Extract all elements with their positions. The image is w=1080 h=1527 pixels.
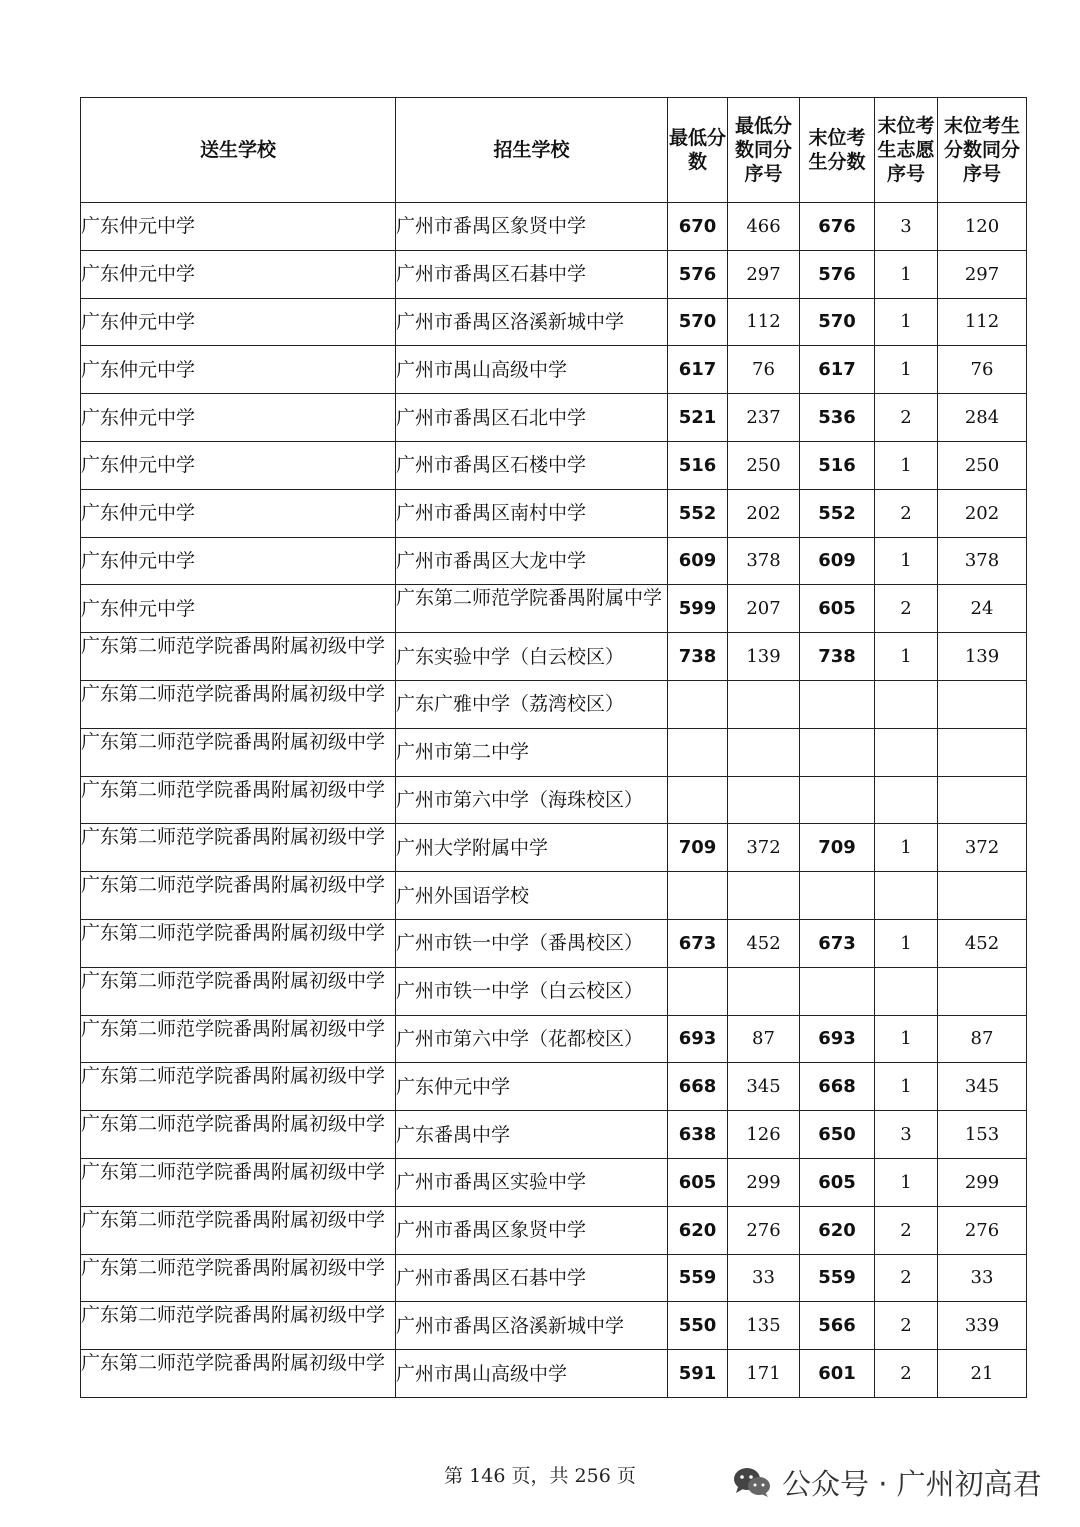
cell-last-student-choice-no: 2 <box>875 1302 938 1350</box>
cell-admitting-school: 广东广雅中学（荔湾校区） <box>396 680 668 728</box>
cell-last-student-score: 709 <box>800 824 875 872</box>
page-footer: 第 146 页，共 256 页 <box>444 1465 636 1487</box>
cell-last-student-score <box>800 967 875 1015</box>
table-row <box>81 680 1027 728</box>
cell-min-score-tie-rank: 139 <box>728 633 800 681</box>
cell-min-score: 521 <box>668 394 728 442</box>
cell-admitting-school: 广州市禺山高级中学 <box>396 1350 668 1398</box>
cell-last-student-choice-no: 3 <box>875 203 938 251</box>
cell-min-score <box>668 680 728 728</box>
table-row <box>81 537 1027 585</box>
cell-admitting-school: 广州市番禺区石碁中学 <box>396 250 668 298</box>
wechat-watermark <box>732 1462 1042 1503</box>
cell-admitting-school: 广州市番禺区洛溪新城中学 <box>396 1302 668 1350</box>
cell-admitting-school: 广州市番禺区石楼中学 <box>396 441 668 489</box>
cell-sending-school: 广东第二师范学院番禺附属初级中学 <box>81 776 396 824</box>
cell-min-score-tie-rank: 171 <box>728 1350 800 1398</box>
cell-last-student-tie-rank: 250 <box>938 441 1027 489</box>
table-row <box>81 1158 1027 1206</box>
cell-last-student-tie-rank <box>938 728 1027 776</box>
cell-sending-school: 广东第二师范学院番禺附属初级中学 <box>81 919 396 967</box>
cell-last-student-tie-rank <box>938 872 1027 920</box>
cell-sending-school: 广东第二师范学院番禺附属初级中学 <box>81 1302 396 1350</box>
cell-admitting-school: 广州市番禺区南村中学 <box>396 489 668 537</box>
header-admitting-school: 招生学校 <box>396 98 668 203</box>
cell-min-score-tie-rank: 135 <box>728 1302 800 1350</box>
cell-last-student-score: 609 <box>800 537 875 585</box>
cell-min-score: 620 <box>668 1206 728 1254</box>
cell-last-student-score: 601 <box>800 1350 875 1398</box>
cell-min-score-tie-rank: 202 <box>728 489 800 537</box>
table-row <box>81 776 1027 824</box>
cell-sending-school: 广东第二师范学院番禺附属初级中学 <box>81 728 396 776</box>
table-row <box>81 1015 1027 1063</box>
cell-last-student-score: 668 <box>800 1063 875 1111</box>
cell-min-score: 617 <box>668 346 728 394</box>
cell-last-student-score: 676 <box>800 203 875 251</box>
wechat-icon <box>732 1466 772 1500</box>
cell-last-student-tie-rank: 76 <box>938 346 1027 394</box>
cell-last-student-score <box>800 728 875 776</box>
cell-last-student-choice-no <box>875 680 938 728</box>
cell-min-score: 738 <box>668 633 728 681</box>
cell-last-student-tie-rank: 33 <box>938 1254 1027 1302</box>
cell-admitting-school: 广州市第二中学 <box>396 728 668 776</box>
cell-last-student-tie-rank <box>938 776 1027 824</box>
table-row <box>81 250 1027 298</box>
cell-admitting-school: 广州外国语学校 <box>396 872 668 920</box>
cell-last-student-choice-no: 1 <box>875 441 938 489</box>
cell-admitting-school: 广州市番禺区象贤中学 <box>396 1206 668 1254</box>
table-row <box>81 967 1027 1015</box>
cell-min-score <box>668 776 728 824</box>
cell-last-student-choice-no: 1 <box>875 919 938 967</box>
cell-admitting-school: 广州市番禺区石北中学 <box>396 394 668 442</box>
cell-admitting-school: 广州市番禺区石碁中学 <box>396 1254 668 1302</box>
table-row <box>81 1063 1027 1111</box>
cell-min-score: 693 <box>668 1015 728 1063</box>
table-row <box>81 203 1027 251</box>
cell-last-student-choice-no: 3 <box>875 1111 938 1159</box>
cell-sending-school: 广东第二师范学院番禺附属初级中学 <box>81 1015 396 1063</box>
table-row <box>81 1350 1027 1398</box>
cell-min-score-tie-rank: 378 <box>728 537 800 585</box>
cell-min-score-tie-rank: 87 <box>728 1015 800 1063</box>
table-row <box>81 441 1027 489</box>
cell-sending-school: 广东第二师范学院番禺附属初级中学 <box>81 1063 396 1111</box>
cell-sending-school: 广东第二师范学院番禺附属初级中学 <box>81 1158 396 1206</box>
cell-min-score: 668 <box>668 1063 728 1111</box>
table-row <box>81 1302 1027 1350</box>
cell-last-student-choice-no <box>875 872 938 920</box>
cell-min-score-tie-rank: 112 <box>728 298 800 346</box>
cell-min-score-tie-rank: 237 <box>728 394 800 442</box>
cell-last-student-choice-no <box>875 967 938 1015</box>
cell-last-student-tie-rank: 297 <box>938 250 1027 298</box>
cell-sending-school: 广东第二师范学院番禺附属初级中学 <box>81 872 396 920</box>
cell-last-student-tie-rank: 153 <box>938 1111 1027 1159</box>
cell-sending-school: 广东仲元中学 <box>81 346 396 394</box>
cell-min-score-tie-rank: 207 <box>728 585 800 633</box>
cell-min-score: 599 <box>668 585 728 633</box>
cell-last-student-choice-no: 2 <box>875 394 938 442</box>
cell-min-score: 638 <box>668 1111 728 1159</box>
cell-last-student-choice-no: 2 <box>875 1350 938 1398</box>
cell-last-student-choice-no: 1 <box>875 633 938 681</box>
header-last-student-score: 末位考生分数 <box>800 98 875 203</box>
table-row <box>81 394 1027 442</box>
cell-last-student-score: 605 <box>800 1158 875 1206</box>
cell-last-student-tie-rank: 112 <box>938 298 1027 346</box>
cell-last-student-tie-rank <box>938 967 1027 1015</box>
cell-sending-school: 广东第二师范学院番禺附属初级中学 <box>81 967 396 1015</box>
cell-min-score-tie-rank <box>728 728 800 776</box>
cell-min-score-tie-rank: 466 <box>728 203 800 251</box>
cell-min-score: 591 <box>668 1350 728 1398</box>
cell-last-student-score: 576 <box>800 250 875 298</box>
header-min-score-tie-rank: 最低分数同分序号 <box>728 98 800 203</box>
cell-sending-school: 广东第二师范学院番禺附属初级中学 <box>81 633 396 681</box>
cell-admitting-school: 广州市番禺区洛溪新城中学 <box>396 298 668 346</box>
cell-min-score: 670 <box>668 203 728 251</box>
cell-last-student-tie-rank: 120 <box>938 203 1027 251</box>
cell-last-student-choice-no: 1 <box>875 1158 938 1206</box>
cell-last-student-choice-no: 2 <box>875 1206 938 1254</box>
cell-last-student-choice-no: 1 <box>875 250 938 298</box>
header-sending-school: 送生学校 <box>81 98 396 203</box>
cell-sending-school: 广东第二师范学院番禺附属初级中学 <box>81 1254 396 1302</box>
cell-min-score: 550 <box>668 1302 728 1350</box>
cell-admitting-school: 广州市第六中学（花都校区） <box>396 1015 668 1063</box>
cell-min-score-tie-rank: 297 <box>728 250 800 298</box>
cell-min-score-tie-rank: 372 <box>728 824 800 872</box>
cell-last-student-tie-rank: 24 <box>938 585 1027 633</box>
cell-admitting-school: 广州市第六中学（海珠校区） <box>396 776 668 824</box>
cell-min-score: 559 <box>668 1254 728 1302</box>
cell-last-student-score: 566 <box>800 1302 875 1350</box>
header-min-score: 最低分数 <box>668 98 728 203</box>
cell-sending-school: 广东仲元中学 <box>81 489 396 537</box>
table-row <box>81 1206 1027 1254</box>
cell-last-student-choice-no: 1 <box>875 537 938 585</box>
cell-last-student-score <box>800 680 875 728</box>
cell-last-student-score <box>800 776 875 824</box>
cell-last-student-score: 552 <box>800 489 875 537</box>
cell-last-student-choice-no: 1 <box>875 824 938 872</box>
cell-min-score-tie-rank: 76 <box>728 346 800 394</box>
cell-sending-school: 广东第二师范学院番禺附属初级中学 <box>81 1111 396 1159</box>
cell-admitting-school: 广州市禺山高级中学 <box>396 346 668 394</box>
cell-sending-school: 广东第二师范学院番禺附属初级中学 <box>81 680 396 728</box>
header-last-student-choice-no: 末位考生志愿序号 <box>875 98 938 203</box>
cell-last-student-tie-rank: 345 <box>938 1063 1027 1111</box>
cell-last-student-choice-no <box>875 776 938 824</box>
cell-min-score-tie-rank <box>728 967 800 1015</box>
cell-last-student-tie-rank: 202 <box>938 489 1027 537</box>
cell-min-score-tie-rank: 452 <box>728 919 800 967</box>
table-row <box>81 633 1027 681</box>
cell-min-score: 570 <box>668 298 728 346</box>
cell-last-student-score: 516 <box>800 441 875 489</box>
cell-last-student-choice-no: 2 <box>875 585 938 633</box>
table-body <box>81 203 1027 1398</box>
header-row <box>81 98 1027 203</box>
cell-last-student-score: 620 <box>800 1206 875 1254</box>
table-row <box>81 346 1027 394</box>
cell-last-student-tie-rank: 139 <box>938 633 1027 681</box>
cell-last-student-choice-no: 1 <box>875 298 938 346</box>
cell-last-student-choice-no: 1 <box>875 1063 938 1111</box>
table-row <box>81 585 1027 633</box>
cell-last-student-tie-rank: 276 <box>938 1206 1027 1254</box>
cell-min-score: 576 <box>668 250 728 298</box>
table-row <box>81 824 1027 872</box>
cell-last-student-score: 693 <box>800 1015 875 1063</box>
cell-admitting-school: 广州市番禺区实验中学 <box>396 1158 668 1206</box>
cell-last-student-score: 617 <box>800 346 875 394</box>
cell-last-student-score: 536 <box>800 394 875 442</box>
cell-last-student-score: 738 <box>800 633 875 681</box>
cell-admitting-school: 广州市番禺区大龙中学 <box>396 537 668 585</box>
cell-sending-school: 广东仲元中学 <box>81 298 396 346</box>
cell-last-student-tie-rank: 21 <box>938 1350 1027 1398</box>
table-row <box>81 872 1027 920</box>
watermark-text: 公众号 · 广州初高君 <box>782 1467 1042 1501</box>
cell-last-student-tie-rank: 452 <box>938 919 1027 967</box>
cell-min-score-tie-rank <box>728 680 800 728</box>
cell-min-score: 609 <box>668 537 728 585</box>
cell-min-score: 516 <box>668 441 728 489</box>
cell-admitting-school: 广东番禺中学 <box>396 1111 668 1159</box>
cell-admitting-school: 广东实验中学（白云校区） <box>396 633 668 681</box>
cell-min-score-tie-rank: 33 <box>728 1254 800 1302</box>
cell-min-score <box>668 967 728 1015</box>
cell-sending-school: 广东第二师范学院番禺附属初级中学 <box>81 1206 396 1254</box>
table-row <box>81 1254 1027 1302</box>
table-row <box>81 298 1027 346</box>
cell-last-student-score: 650 <box>800 1111 875 1159</box>
cell-min-score-tie-rank <box>728 872 800 920</box>
cell-last-student-score: 673 <box>800 919 875 967</box>
cell-min-score-tie-rank: 345 <box>728 1063 800 1111</box>
cell-min-score-tie-rank: 299 <box>728 1158 800 1206</box>
cell-min-score: 605 <box>668 1158 728 1206</box>
cell-sending-school: 广东仲元中学 <box>81 537 396 585</box>
cell-last-student-tie-rank: 87 <box>938 1015 1027 1063</box>
cell-sending-school: 广东第二师范学院番禺附属初级中学 <box>81 824 396 872</box>
cell-last-student-tie-rank: 378 <box>938 537 1027 585</box>
table-row <box>81 919 1027 967</box>
cell-last-student-choice-no <box>875 728 938 776</box>
cell-admitting-school: 广州市铁一中学（番禺校区） <box>396 919 668 967</box>
cell-admitting-school: 广东第二师范学院番禺附属中学 <box>396 585 668 633</box>
cell-min-score-tie-rank: 250 <box>728 441 800 489</box>
cell-last-student-choice-no: 2 <box>875 489 938 537</box>
cell-min-score: 709 <box>668 824 728 872</box>
cell-last-student-tie-rank: 284 <box>938 394 1027 442</box>
table-row <box>81 728 1027 776</box>
cell-last-student-choice-no: 1 <box>875 346 938 394</box>
cell-last-student-score: 605 <box>800 585 875 633</box>
cell-min-score-tie-rank <box>728 776 800 824</box>
cell-admitting-school: 广州市番禺区象贤中学 <box>396 203 668 251</box>
cell-sending-school: 广东仲元中学 <box>81 250 396 298</box>
cell-admitting-school: 广州大学附属中学 <box>396 824 668 872</box>
cell-last-student-tie-rank: 299 <box>938 1158 1027 1206</box>
cell-min-score-tie-rank: 126 <box>728 1111 800 1159</box>
cell-sending-school: 广东仲元中学 <box>81 203 396 251</box>
cell-last-student-tie-rank: 339 <box>938 1302 1027 1350</box>
cell-sending-school: 广东第二师范学院番禺附属初级中学 <box>81 1350 396 1398</box>
table-row <box>81 489 1027 537</box>
header-last-student-tie-rank: 末位考生分数同分序号 <box>938 98 1027 203</box>
cell-sending-school: 广东仲元中学 <box>81 585 396 633</box>
table-row <box>81 1111 1027 1159</box>
cell-last-student-tie-rank <box>938 680 1027 728</box>
cell-sending-school: 广东仲元中学 <box>81 441 396 489</box>
cell-last-student-choice-no: 2 <box>875 1254 938 1302</box>
cell-last-student-choice-no: 1 <box>875 1015 938 1063</box>
cell-last-student-score <box>800 872 875 920</box>
cell-last-student-tie-rank: 372 <box>938 824 1027 872</box>
cell-sending-school: 广东仲元中学 <box>81 394 396 442</box>
cell-min-score: 673 <box>668 919 728 967</box>
cell-min-score: 552 <box>668 489 728 537</box>
admissions-table <box>80 97 1027 1398</box>
cell-admitting-school: 广州市铁一中学（白云校区） <box>396 967 668 1015</box>
cell-min-score <box>668 872 728 920</box>
cell-min-score <box>668 728 728 776</box>
cell-min-score-tie-rank: 276 <box>728 1206 800 1254</box>
cell-admitting-school: 广东仲元中学 <box>396 1063 668 1111</box>
cell-last-student-score: 559 <box>800 1254 875 1302</box>
cell-last-student-score: 570 <box>800 298 875 346</box>
